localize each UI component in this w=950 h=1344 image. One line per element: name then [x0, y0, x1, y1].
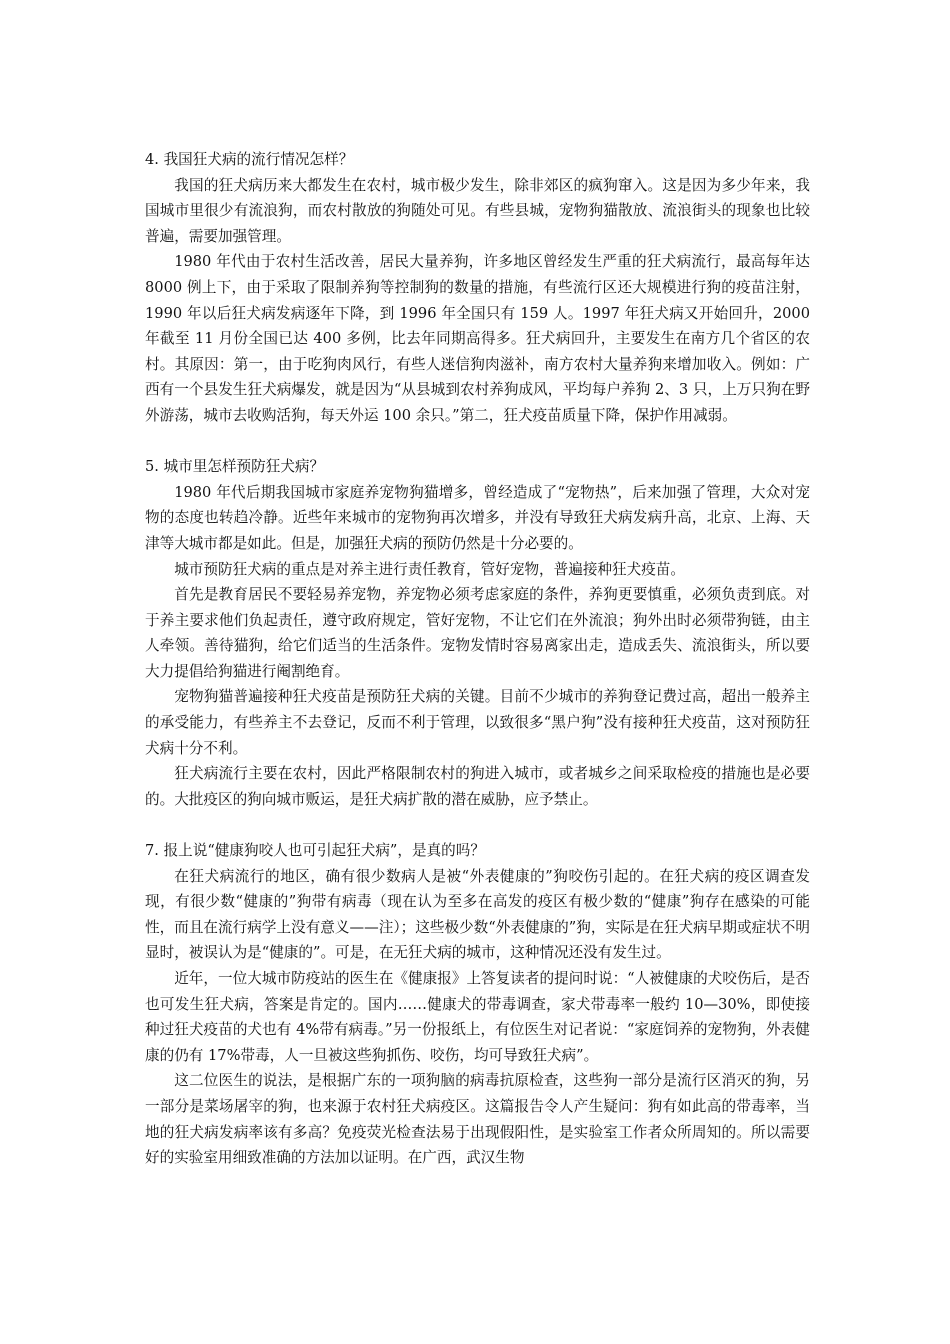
paragraph: 1980 年代后期我国城市家庭养宠物狗猫增多，曾经造成了“宠物热”，后来加强了管理，大众对宠物的态度也转趋冷静。近些年来城市的宠物狗再次增多，并没有导致狂犬病发病升高，北京、上海、天津等大城市都是如此。但是，加强狂犬病的预防仍然是十分必要的。: [145, 483, 810, 552]
paragraph: 在狂犬病流行的地区，确有很少数病人是被“外表健康的”狗咬伤引起的。在狂犬病的疫区调查发现，有很少数“健康的”狗带有病毒（现在认为至多在高发的疫区有极少数的“健康”狗存在感染的可能性，而且在流行病学上没有意义——注）；这些极少数“外表健康的”狗，实际是在狂犬病早期或症状不明显时，被误认为是“健康的”。可是，在无狂犬病的城市，这种情况还没有发生过。: [145, 867, 810, 962]
paragraph: 这二位医生的说法，是根据广东的一项狗脑的病毒抗原检查，这些狗一部分是流行区消灭的狗，另一部分是菜场屠宰的狗，也来源于农村狂犬病疫区。这篇报告令人产生疑问：狗有如此高的带毒率，当地的狂犬病发病率该有多高？免疫荧光检查法易于出现假阳性，是实验室工作者众所周知的。所以需要好的实验室用细致准确的方法加以证明。在广西，武汉生物: [145, 1072, 810, 1167]
paragraph: 狂犬病流行主要在农村，因此严格限制农村的狗进入城市，或者城乡之间采取检疫的措施也是必要的。大批疫区的狗向城市贩运，是狂犬病扩散的潜在威胁，应予禁止。: [145, 765, 810, 808]
paragraph: 城市预防狂犬病的重点是对养主进行责任教育，管好宠物，普遍接种狂犬疫苗。: [174, 560, 685, 578]
paragraph: 近年，一位大城市防疫站的医生在《健康报》上答复读者的提问时说：“人被健康的犬咬伤后，是否也可发生狂犬病，答案是肯定的。国内……健康犬的带毒调查，家犬带毒率一般约 10—30%，即使接种过狂犬疫苗的犬也有 4%带有病毒。”另一份报纸上，有位医生对记者说：“家庭饲养的宠物狗，外表健康的仍有 17%带毒，人一旦被这些狗抓伤、咬伤，均可导致狂犬病”。: [145, 970, 810, 1064]
section-urban-prevention: [145, 454, 810, 812]
section-healthy-dog-bites: [145, 838, 810, 1171]
section-heading: 5. 城市里怎样预防狂犬病？: [145, 458, 325, 476]
document-page: [145, 147, 810, 1171]
section-heading: 4. 我国狂犬病的流行情况怎样？: [145, 151, 354, 168]
paragraph: 1980 年代由于农村生活改善，居民大量养狗，许多地区曾经发生严重的狂犬病流行，最高每年达 8000 例上下，由于采取了限制养狗等控制狗的数量的措施，有些流行区还大规模进行狗的疫苗注射，1990 年以后狂犬病发病逐年下降，到 1996 年全国只有 159 人。1997 年狂犬病又开始回升，2000 年截至 11 月份全国已达 400 多例，比去年同期高得多。狂犬病回升，主要发生在南方几个省区的农村。其原因：第一，由于吃狗肉风行，有些人迷信狗肉滋补，南方农村大量养狗来增加收入。例如：广西有一个县发生狂犬病爆发，就是因为“从县城到农村养狗成风，平均每户养狗 2、3 只，上万只狗在野外游荡，城市去收购活狗，每天外运 100 余只。”第二，狂犬疫苗质量下降，保护作用减弱。: [145, 253, 810, 424]
paragraph: 首先是教育居民不要轻易养宠物，养宠物必须考虑家庭的条件，养狗更要慎重，必须负责到底。对于养主要求他们负起责任，遵守政府规定，管好宠物，不让它们在外流浪；狗外出时必须带狗链，由主人牵领。善待猫狗，给它们适当的生活条件。宠物发情时容易离家出走，造成丢失、流浪街头，所以要大力提倡给狗猫进行阉割绝育。: [145, 586, 810, 680]
paragraph: 我国的狂犬病历来大都发生在农村，城市极少发生，除非郊区的疯狗窜入。这是因为多少年来，我国城市里很少有流浪狗，而农村散放的狗随处可见。有些县城，宠物狗猫散放、流浪街头的现象也比较普遍，需要加强管理。: [145, 176, 810, 245]
section-rabies-epidemic-china: [145, 147, 810, 429]
section-heading: 7. 报上说“健康狗咬人也可引起狂犬病”，是真的吗？: [145, 842, 485, 860]
paragraph: 宠物狗猫普遍接种狂犬疫苗是预防狂犬病的关键。目前不少城市的养狗登记费过高，超出一般养主的承受能力，有些养主不去登记，反而不利于管理，以致很多“黑户狗”没有接种狂犬疫苗，这对预防狂犬病十分不利。: [145, 688, 810, 757]
